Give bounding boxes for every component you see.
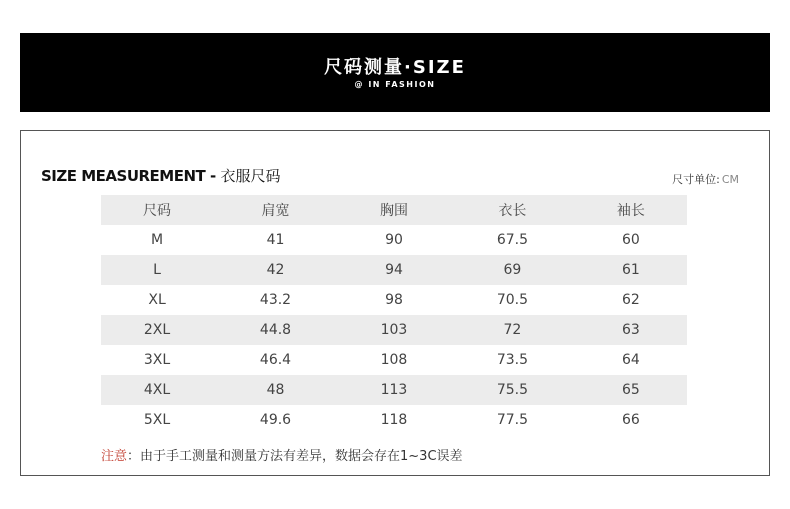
table-cell: 67.5 (496, 232, 529, 248)
section-title-en: SIZE MEASUREMENT - (41, 167, 216, 185)
header-cell: 衣长 (450, 195, 575, 225)
table-cell: 64 (622, 352, 640, 368)
table-cell: 46.4 (259, 352, 292, 368)
table-row (101, 315, 687, 345)
table-cell: 65 (575, 375, 687, 405)
table-header-row (101, 195, 687, 225)
note-label: 注意 (101, 449, 128, 464)
size-panel (20, 130, 770, 476)
table-cell: 2XL (101, 315, 213, 345)
header-cell: 肩宽 (213, 195, 338, 225)
banner-title: 尺码测量·SIZE (324, 57, 466, 78)
table-cell: 41 (266, 232, 285, 248)
table-cell: XL (148, 292, 166, 308)
table-cell: 61 (575, 255, 687, 285)
table-cell: 98 (385, 292, 403, 308)
table-cell: 73.5 (496, 352, 529, 368)
table-cell: 94 (338, 255, 450, 285)
table-cell: L (101, 255, 213, 285)
unit-label: 尺寸单位: (672, 173, 720, 186)
unit-value: CM (721, 173, 739, 186)
table-cell: 108 (380, 352, 408, 368)
table-cell: 4XL (101, 375, 213, 405)
table-cell: 5XL (143, 412, 171, 428)
table-cell: 3XL (143, 352, 171, 368)
table-cell: 70.5 (496, 292, 529, 308)
note-text: ：由于手工测量和测量方法有差异，数据会存在1~3C误差 (127, 449, 463, 464)
table-cell: 60 (622, 232, 640, 248)
header-cell: 胸围 (338, 195, 450, 225)
table-cell: 75.5 (450, 375, 575, 405)
size-table (101, 195, 687, 435)
table-cell: 77.5 (496, 412, 529, 428)
section-title-cn: 衣服尺码 (220, 167, 281, 185)
table-cell: 42 (213, 255, 338, 285)
table-row (101, 225, 687, 255)
table-cell: 44.8 (213, 315, 338, 345)
table-cell: 90 (385, 232, 403, 248)
table-row (101, 285, 687, 315)
table-cell: 113 (338, 375, 450, 405)
banner-subtitle: @ IN FASHION (354, 80, 436, 89)
table-cell: 69 (450, 255, 575, 285)
unit-indicator (672, 171, 739, 187)
table-cell: 66 (622, 412, 640, 428)
table-cell: 48 (213, 375, 338, 405)
table-cell: 43.2 (259, 292, 292, 308)
header-cell: 袖长 (575, 195, 687, 225)
table-cell: 63 (575, 315, 687, 345)
table-row (101, 345, 687, 375)
table-row (101, 255, 687, 285)
measurement-note (101, 445, 463, 464)
table-cell: 49.6 (259, 412, 292, 428)
table-cell: 72 (450, 315, 575, 345)
table-cell: 118 (380, 412, 408, 428)
table-row (101, 405, 687, 435)
table-row (101, 375, 687, 405)
table-cell: 103 (338, 315, 450, 345)
header-cell: 尺码 (101, 195, 213, 225)
table-cell: M (151, 232, 164, 248)
section-title (41, 165, 281, 186)
table-cell: 62 (622, 292, 640, 308)
header-banner (20, 33, 770, 112)
